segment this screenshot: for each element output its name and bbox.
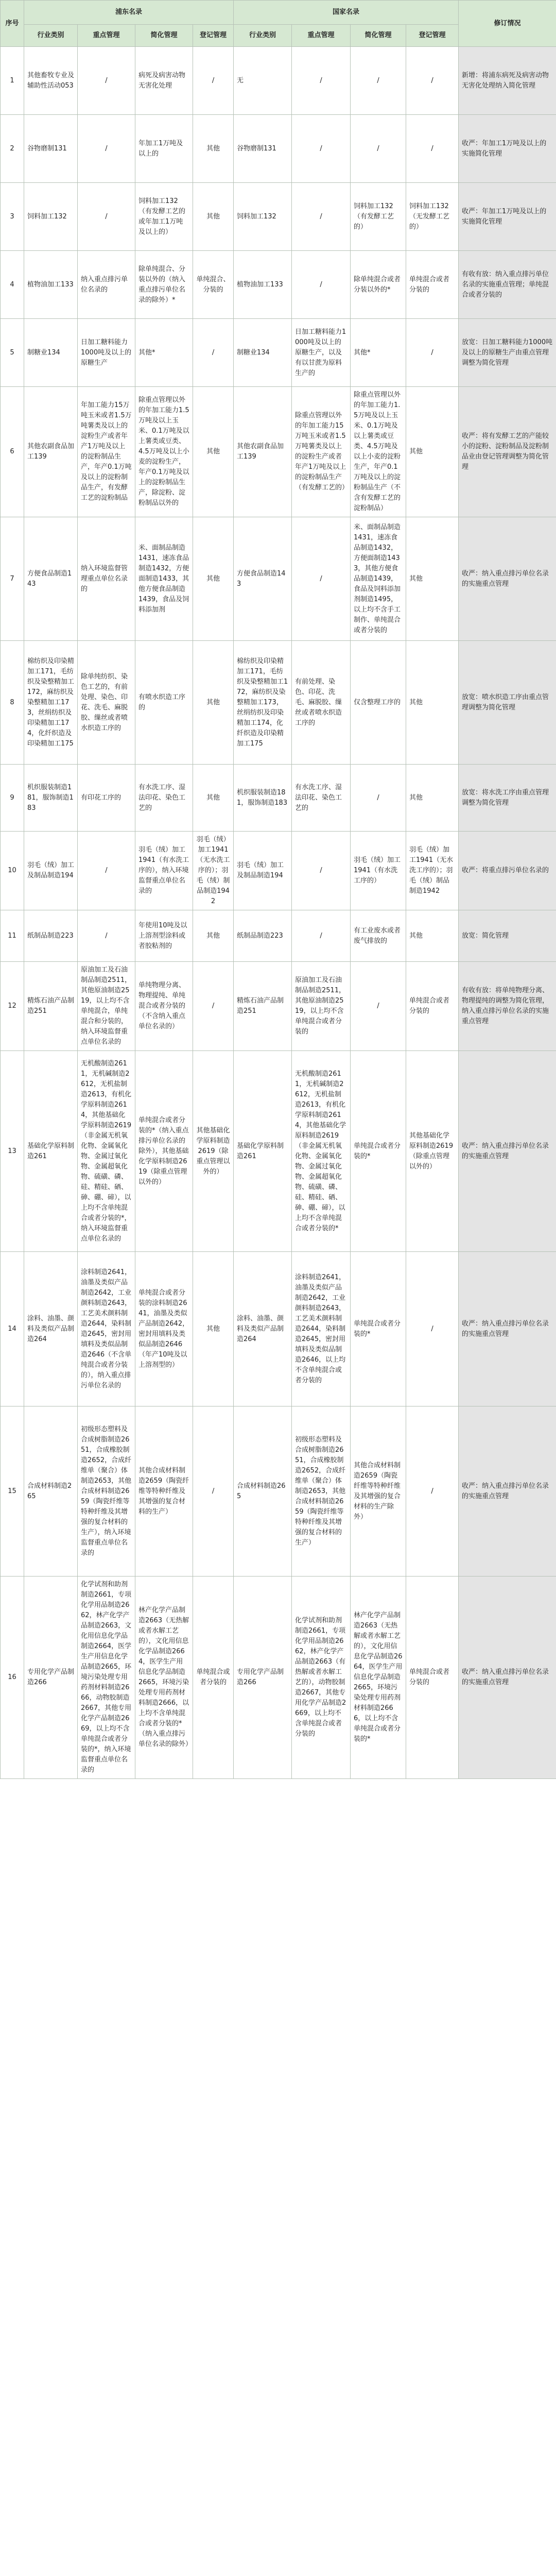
national-category: 制糖业134 [234, 319, 292, 387]
local-key: 年加工能力15万吨玉米或者1.5万吨薯类及以上的淀粉生产或者年产1万吨及以上的淀粉制品生产，年产0.1万吨及以上的淀粉制品生产，有发酵工艺的淀粉制品 [78, 387, 135, 517]
national-register: 饲料加工132（无发酵工艺的） [406, 183, 459, 251]
national-category: 纸制品制造223 [234, 910, 292, 962]
national-simplified: 有工业废水或者废气排放的 [351, 910, 406, 962]
table-row [1, 1252, 556, 1406]
national-category: 精炼石油产品制造251 [234, 962, 292, 1051]
revision-note: 放宽：简化管理 [459, 910, 556, 962]
national-register: 其他基础化学原料制造2619（除重点管理以外的） [406, 1051, 459, 1252]
national-register: / [406, 1252, 459, 1406]
national-simplified: / [351, 962, 406, 1051]
national-category: 无 [234, 47, 292, 115]
local-key: 除单纯纺织、染色工艺的，有前处理、染色、印花、洗毛、麻脱胶、缫丝或者喷水织造工序的 [78, 641, 135, 765]
national-category: 基础化学原料制造261 [234, 1051, 292, 1252]
national-category: 涂料、油墨、颜料及类似产品制造264 [234, 1252, 292, 1406]
local-category: 植物油加工133 [24, 251, 78, 319]
local-category: 合成材料制造265 [24, 1406, 78, 1577]
header-local-key: 重点管理 [78, 25, 135, 47]
header-national-key: 重点管理 [292, 25, 351, 47]
revision-note: 收严：纳入重点排污单位名录的实施重点管理 [459, 1406, 556, 1577]
national-category: 其他农副食品加工139 [234, 387, 292, 517]
national-simplified: / [351, 47, 406, 115]
national-key: 日加工糖料能力1000吨及以上的原糖生产，以及有以甘蔗为原料生产的 [292, 319, 351, 387]
local-simplified: 单纯混合或者分装的涂料制造2641，油墨及类似产品制造2642，密封用填料及类似品制造2646（年产10吨及以上溶剂型的） [135, 1252, 193, 1406]
national-key: 化学试剂和助剂制造2661，专项化学用品制造2662，林产化学产品制造2663（有热解或者水解工艺的），动物胶制造2667，其他专用化学产品制造2669，以上均不含单纯混合或者分装的 [292, 1577, 351, 1779]
national-key: / [292, 183, 351, 251]
local-category: 谷物磨制131 [24, 115, 78, 183]
revision-note: 有收有放：将单纯物理分离、物理提纯的调整为简化管理，纳入重点排污单位名录的实施重点管理 [459, 962, 556, 1051]
local-simplified: 病死及病害动物无害化处理 [135, 47, 193, 115]
local-simplified: 羽毛（绒）加工1941（有水洗工序的），纳入环境监督重点单位名录的 [135, 832, 193, 910]
table-row [1, 765, 556, 832]
national-key: 初级形态塑料及合成树脂制造2651，合成橡胶制造2652，合成纤维单（聚合）体制造2653，其他合成材料制造2659（陶瓷纤维等特种纤维及其增强的复合材料的生产） [292, 1406, 351, 1577]
local-key: 有印花工序的 [78, 765, 135, 832]
table-row [1, 962, 556, 1051]
table-row [1, 832, 556, 910]
national-simplified: 除重点管理以外的年加工能力1.5万吨及以上玉米、0.1万吨及以上薯类或豆类、4.5万吨及以上小麦的淀粉生产，年产0.1万吨及以上的淀粉制品生产（不含有发酵工艺的淀粉制品） [351, 387, 406, 517]
local-key: 无机酸制造2611，无机碱制造2612，无机盐制造2613，有机化学原料制造2614，其他基础化学原料制造2619（非金属无机氧化物、金属氧化物、金属过氧化物、金属超氧化物、硫磺、磷、硅、精硅、硒、砷、硼、碲），以上均不含单纯混合或者分装的*，纳入环境监督重点单位名录的 [78, 1051, 135, 1252]
local-key: / [78, 183, 135, 251]
revision-note: 收严：年加工1万吨及以上的实施简化管理 [459, 183, 556, 251]
national-key: 有水洗工序、湿法印花、染色工艺的 [292, 765, 351, 832]
national-key: / [292, 910, 351, 962]
local-register: / [193, 47, 234, 115]
revision-note: 放宽：日加工糖料能力1000吨及以上的原糖生产由重点管理调整为简化管理 [459, 319, 556, 387]
national-category: 棉纺织及印染精加工171，毛纺织及染整精加工172，麻纺织及染整精加工173，丝绢纺织及印染精加工174，化纤织造及印染精加工175 [234, 641, 292, 765]
local-simplified: 除重点管理以外的年加工能力1.5万吨及以上玉米、0.1万吨及以上薯类或豆类、4.5万吨及以上小麦的淀粉生产，年产0.1万吨及以上的淀粉制品生产，除淀粉、淀粉制品以外的 [135, 387, 193, 517]
local-register: / [193, 319, 234, 387]
header-seq: 序号 [1, 1, 24, 47]
national-key: 有前处理、染色、印花、洗毛、麻脱胶、缫丝或者喷水织造工序的 [292, 641, 351, 765]
header-national-simplified: 简化管理 [351, 25, 406, 47]
local-register: 其他 [193, 115, 234, 183]
revision-note: 收严：纳入重点排污单位名录的实施重点管理 [459, 517, 556, 641]
local-category: 精炼石油产品制造251 [24, 962, 78, 1051]
table-row [1, 387, 556, 517]
local-key: 纳入重点排污单位名录的 [78, 251, 135, 319]
row-number: 13 [1, 1051, 24, 1252]
national-key: 无机酸制造2611，无机碱制造2612，无机盐制造2613，有机化学原料制造2614，其他基础化学原料制造2619（非金属无机氧化物、金属氧化物、金属过氧化物、金属超氧化物、硫磺、磷、硅、精硅、硒、砷、硼、碲），以上均不含单纯混合或者分装的* [292, 1051, 351, 1252]
local-simplified: 有喷水织造工序的 [135, 641, 193, 765]
national-simplified: / [351, 115, 406, 183]
revision-note: 放宽：将水洗工序由重点管理调整为简化管理 [459, 765, 556, 832]
local-register: 羽毛（绒）加工1941（无水洗工序的）；羽毛（绒）制品制造1942 [193, 832, 234, 910]
revision-note: 收严：纳入重点排污单位名录的实施重点管理 [459, 1051, 556, 1252]
revision-note: 收严：将有发酵工艺的产能较小的淀粉、淀粉制品及淀粉制品业由登记管理调整为简化管理 [459, 387, 556, 517]
local-key: / [78, 115, 135, 183]
revision-note: 收严：纳入重点排污单位名录的实施重点管理 [459, 1252, 556, 1406]
local-key: 化学试剂和助剂制造2661，专项化学用品制造2662，林产化学产品制造2663，文化用信息化学品制造2664，医学生产用信息化学品制造2665，环境污染处理专用药剂材料制造2666，动物胶制造2667，其他专用化学产品制造2669，以上均不含单纯混合或者分装的*，纳入环境监督重点单位名录的 [78, 1577, 135, 1779]
table-row [1, 183, 556, 251]
table-row [1, 251, 556, 319]
national-category: 合成材料制造265 [234, 1406, 292, 1577]
header-revision: 修订情况 [459, 1, 556, 47]
table-row [1, 1577, 556, 1779]
revision-note: 收严：年加工1万吨及以上的实施简化管理 [459, 115, 556, 183]
row-number: 6 [1, 387, 24, 517]
table-row [1, 517, 556, 641]
national-simplified: 米、面制品制造1431，速冻食品制造1432，方便面制造1433，其他方便食品制造1439，食品及饲料添加剂制造1495，以上均不含手工制作、单纯混合或者分装的 [351, 517, 406, 641]
revision-note: 收严：纳入重点排污单位名录的实施重点管理 [459, 1577, 556, 1779]
row-number: 12 [1, 962, 24, 1051]
national-register: 羽毛（绒）加工1941（无水洗工序的）；羽毛（绒）制品制造1942 [406, 832, 459, 910]
national-simplified: 单纯混合或者分装的* [351, 1252, 406, 1406]
national-simplified: 其他合成材料制造2659（陶瓷纤维等特种纤维及其增强的复合材料的生产除外） [351, 1406, 406, 1577]
local-category: 羽毛（绒）加工及制品制造194 [24, 832, 78, 910]
header-local: 浦东名录 [24, 1, 234, 25]
local-category: 纸制品制造223 [24, 910, 78, 962]
national-simplified: 除单纯混合或者分装以外的* [351, 251, 406, 319]
row-number: 2 [1, 115, 24, 183]
local-key: 原油加工及石油制品制造2511，其他原油制造2519，以上均不含单纯混合，单纯混合和分装的，纳入环境监督重点单位名录的 [78, 962, 135, 1051]
local-category: 其他畜牧专业及辅助性活动053 [24, 47, 78, 115]
national-simplified: 林产化学产品制造2663（无热解或者水解工艺的），文化用信息化学品制造2664，医学生产用信息化学品制造2665，环境污染处理专用药剂材料制造2666，以上均不含单纯混合或者分装的* [351, 1577, 406, 1779]
local-simplified: 其他合成材料制造2659（陶瓷纤维等特种纤维及其增强的复合材料的生产） [135, 1406, 193, 1577]
local-key: 初级形态塑料及合成树脂制造2651，合成橡胶制造2652，合成纤维单（聚合）体制造2653，其他合成材料制造2659（陶瓷纤维等特种纤维及其增强的复合材料的生产），纳入环境监督重点单位名录的 [78, 1406, 135, 1577]
revision-note: 收严：将重点排污单位名录的 [459, 832, 556, 910]
header-national-category: 行业类别 [234, 25, 292, 47]
local-register: / [193, 962, 234, 1051]
national-category: 方便食品制造143 [234, 517, 292, 641]
row-number: 11 [1, 910, 24, 962]
local-key: / [78, 910, 135, 962]
national-key: 除重点管理以外的年加工能力15万吨玉米或者1.5万吨薯类及以上的淀粉生产或者年产1万吨及以上的淀粉制品生产（有发酵工艺的） [292, 387, 351, 517]
row-number: 4 [1, 251, 24, 319]
local-category: 涂料、油墨、颜料及类似产品制造264 [24, 1252, 78, 1406]
local-key: 日加工糖料能力1000吨及以上的原糖生产 [78, 319, 135, 387]
row-number: 1 [1, 47, 24, 115]
national-register: 其他 [406, 910, 459, 962]
header-local-register: 登记管理 [193, 25, 234, 47]
national-category: 专用化学产品制造266 [234, 1577, 292, 1779]
local-category: 饲料加工132 [24, 183, 78, 251]
header-local-category: 行业类别 [24, 25, 78, 47]
national-key: / [292, 251, 351, 319]
local-category: 棉纺织及印染精加工171，毛纺织及染整精加工172，麻纺织及染整精加工173，丝绢纺织及印染精加工174，化纤织造及印染精加工175 [24, 641, 78, 765]
row-number: 9 [1, 765, 24, 832]
local-category: 专用化学产品制造266 [24, 1577, 78, 1779]
table-row [1, 910, 556, 962]
local-key: 纳入环境监督管理重点单位名录的 [78, 517, 135, 641]
local-simplified: 除单纯混合、分装以外的（纳入重点排污单位名录的除外）* [135, 251, 193, 319]
row-number: 10 [1, 832, 24, 910]
table-row [1, 1406, 556, 1577]
national-simplified: 羽毛（绒）加工1941（有水洗工序的） [351, 832, 406, 910]
national-key: 原油加工及石油制品制造2511，其他原油制造2519，以上均不含单纯混合或者分装的 [292, 962, 351, 1051]
local-register: 其他 [193, 183, 234, 251]
local-register: 单纯混合或者分装的 [193, 1577, 234, 1779]
header-national-register: 登记管理 [406, 25, 459, 47]
national-register: 其他 [406, 517, 459, 641]
national-simplified: 其他* [351, 319, 406, 387]
header-local-simplified: 简化管理 [135, 25, 193, 47]
local-register: / [193, 1406, 234, 1577]
national-key: / [292, 115, 351, 183]
header-national: 国家名录 [234, 1, 459, 25]
local-category: 基础化学原料制造261 [24, 1051, 78, 1252]
row-number: 3 [1, 183, 24, 251]
local-register: 其他 [193, 910, 234, 962]
row-number: 15 [1, 1406, 24, 1577]
national-category: 羽毛（绒）加工及制品制造194 [234, 832, 292, 910]
local-simplified: 米、面制品制造1431，速冻食品制造1432，方便面制造1433，其他方便食品制造1439，食品及饲料添加剂 [135, 517, 193, 641]
local-category: 机织服装制造181，服饰制造183 [24, 765, 78, 832]
table-row [1, 641, 556, 765]
table-row [1, 47, 556, 115]
local-simplified: 有水洗工序、湿法印花、染色工艺的 [135, 765, 193, 832]
national-register: 单纯混合或者分装的 [406, 1577, 459, 1779]
national-key: / [292, 832, 351, 910]
national-register: / [406, 115, 459, 183]
local-simplified: 其他* [135, 319, 193, 387]
national-register: 其他 [406, 765, 459, 832]
revision-note: 新增：将浦东病死及病害动物无害化处理纳入简化管理 [459, 47, 556, 115]
national-key: 涂料制造2641，油墨及类似产品制造2642，工业颜料制造2643，工艺美术颜料制造2644，染料制造2645，密封用填料及类似品制造2646，以上均不含单纯混合或者分装的 [292, 1252, 351, 1406]
national-register: 单纯混合或者分装的 [406, 962, 459, 1051]
local-register: 其他基础化学原料制造2619（除重点管理以外的） [193, 1051, 234, 1252]
national-category: 饲料加工132 [234, 183, 292, 251]
table-row [1, 115, 556, 183]
national-category: 植物油加工133 [234, 251, 292, 319]
local-register: 其他 [193, 1252, 234, 1406]
local-key: 涂料制造2641，油墨及类似产品制造2642，工业颜料制造2643，工艺美术颜料制造2644，染料制造2645，密封用填料及类似品制造2646（不含单纯混合或者分装的），纳入重点排污单位名录的 [78, 1252, 135, 1406]
national-register: 其他 [406, 641, 459, 765]
local-simplified: 单纯混合或者分装的*（纳入重点排污单位名录的除外），其他基础化学原料制造2619（除重点管理以外的） [135, 1051, 193, 1252]
national-register: 单纯混合或者分装的 [406, 251, 459, 319]
local-register: 其他 [193, 517, 234, 641]
national-register: / [406, 1406, 459, 1577]
local-category: 方便食品制造143 [24, 517, 78, 641]
local-register: 其他 [193, 641, 234, 765]
national-register: 其他 [406, 387, 459, 517]
national-category: 机织服装制造181，服饰制造183 [234, 765, 292, 832]
local-simplified: 单纯物理分离、物理提纯、单纯混合或者分装的（不含纳入重点单位名录的） [135, 962, 193, 1051]
row-number: 16 [1, 1577, 24, 1779]
table-row [1, 1051, 556, 1252]
row-number: 7 [1, 517, 24, 641]
revision-note: 有收有放：纳入重点排污单位名录的实施重点管理；单纯混合或者分装的 [459, 251, 556, 319]
row-number: 14 [1, 1252, 24, 1406]
national-simplified: / [351, 765, 406, 832]
table-row [1, 319, 556, 387]
national-category: 谷物磨制131 [234, 115, 292, 183]
local-category: 其他农副食品加工139 [24, 387, 78, 517]
local-register: 其他 [193, 387, 234, 517]
local-simplified: 年使用10吨及以上溶剂型涂料或者胶粘剂的 [135, 910, 193, 962]
national-key: / [292, 517, 351, 641]
local-key: / [78, 47, 135, 115]
national-key: / [292, 47, 351, 115]
local-simplified: 年加工1万吨及以上的 [135, 115, 193, 183]
local-category: 制糖业134 [24, 319, 78, 387]
local-register: 单纯混合、分装的 [193, 251, 234, 319]
local-simplified: 饲料加工132（有发酵工艺的或年加工1万吨及以上的） [135, 183, 193, 251]
national-register: / [406, 47, 459, 115]
revision-note: 放宽：喷水织造工序由重点管理调整为简化管理 [459, 641, 556, 765]
local-register: 其他 [193, 765, 234, 832]
row-number: 5 [1, 319, 24, 387]
national-simplified: 仅含整理工序的 [351, 641, 406, 765]
row-number: 8 [1, 641, 24, 765]
national-simplified: 单纯混合或者分装的* [351, 1051, 406, 1252]
national-register: / [406, 319, 459, 387]
local-simplified: 林产化学产品制造2663（无热解或者水解工艺的），文化用信息化学品制造2664，医学生产用信息化学品制造2665，环境污染处理专用药剂材料制造2666，以上均不含单纯混合或者分装的*（纳入重点排污单位名录的除外） [135, 1577, 193, 1779]
national-simplified: 饲料加工132（有发酵工艺的） [351, 183, 406, 251]
local-key: / [78, 832, 135, 910]
